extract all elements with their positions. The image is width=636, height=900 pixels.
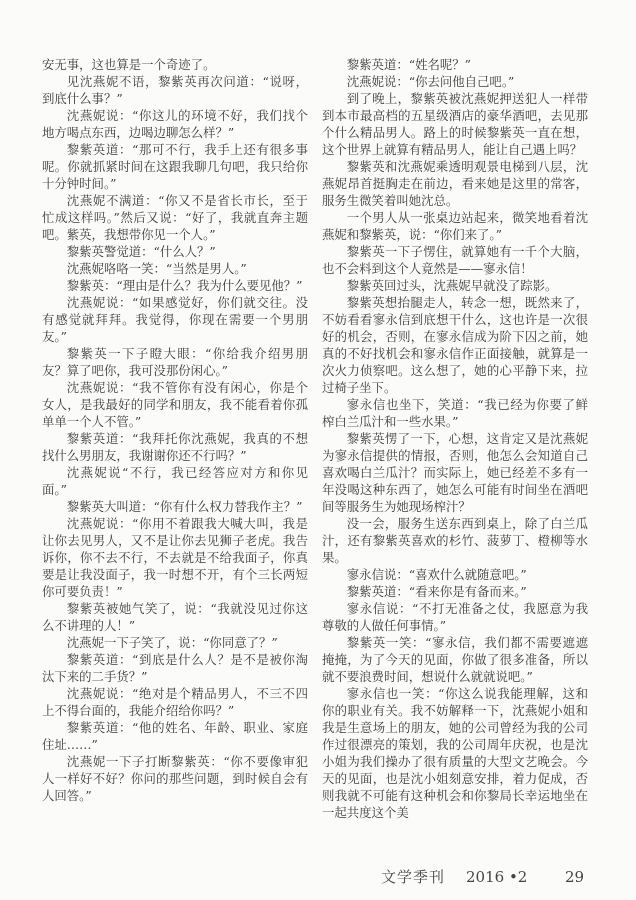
paragraph: 到了晚上，黎紫英被沈燕妮押送犯人一样带到本市最高档的五星级酒店的豪华酒吧，去见那个什么精品男人。路上的时候黎紫英一直在想，这个世界上就算有精品男人，能让自己遇上吗？ — [322, 91, 588, 157]
paragraph: 黎紫英想抬腿走人，转念一想，既然来了，不妨看看寥永信到底想干什么，这也许是一次很好的机会，否则，在寥永信成为阶下囚之前，她真的不好找机会和寥永信作正面接触，就算是一次火力侦察吧。这么想了，她的心平静下来，拉过椅子坐下。 — [322, 295, 588, 395]
paragraph: 沈燕妮说：“你这儿的环境不好，我们找个地方喝点东西，边喝边聊怎么样？” — [42, 108, 308, 140]
paragraph: 寥永信说：“喜欢什么就随意吧。” — [346, 567, 527, 582]
paragraph: 寥永信说：“不打无准备之仗，我愿意为我尊敬的人做任何事情。” — [322, 601, 588, 633]
paragraph: 黎紫英：“理由是什么？我为什么要见他？” — [66, 278, 303, 293]
paragraph: 黎紫英一笑：“寥永信，我们都不需要遮遮掩掩，为了今天的见面，你做了很多准备，所以就不要浪费时间，想说什么就就说吧。” — [322, 635, 588, 684]
paragraph: 黎紫英愣了一下，心想，这肯定又是沈燕妮为寥永信提供的情报，否则，他怎么会知道自己喜欢喝白兰瓜汁？而实际上，她已经差不多有一年没喝这种东西了，她怎么可能有时间坐在酒吧间等服务生为她现场榨汁？ — [322, 431, 588, 514]
paragraph: 沈燕妮说：“你用不着跟我大喊大叫，我是让你去见男人，又不是让你去见狮子老虎。我告诉你，你不去不行，不去就是不给我面子，你真要是让我没面子，我一时想不开，有个三长两短你可要负责！” — [42, 516, 308, 599]
paragraph: 黎紫英大叫道：“你有什么权力替我作主？” — [66, 499, 303, 514]
paragraph: 沈燕妮说：“你去问他自己吧。” — [346, 74, 515, 89]
paragraph: 安无事，这也算是一个奇迹了。 — [42, 57, 216, 72]
paragraph: 黎紫英道：“到底是什么人？是不是被你淘汰下来的二手货？” — [42, 652, 308, 684]
paragraph: 一个男人从一张桌边站起来，微笑地看着沈燕妮和黎紫英，说：“你们来了。” — [322, 210, 588, 242]
paragraph: 黎紫英和沈燕妮乘透明观景电梯到八层，沈燕妮昂首挺胸走在前边，看来她是这里的常客，服务生微笑着叫她沈总。 — [322, 159, 588, 208]
left-text-column — [42, 56, 308, 804]
paragraph: 见沈燕妮不语，黎紫英再次问道：“说呀，到底什么事？” — [42, 74, 308, 106]
issue-number: 2016 •2 — [466, 868, 528, 886]
paragraph: 黎紫英回过头，沈燕妮早就没了踪影。 — [346, 278, 558, 293]
paragraph: 寥永信也坐下，笑道：“我已经为你要了鲜榨白兰瓜汁和一些水果。” — [322, 397, 588, 429]
paragraph: 沈燕妮一下子打断黎紫英：“你不要像审犯人一样好不好？你问的那些问题，到时候自会有人回答。” — [42, 754, 308, 803]
paragraph: 黎紫英被她气笑了，说：“我就没见过你这么不讲理的人！” — [42, 601, 308, 633]
paragraph: 黎紫英一下子瞪大眼：“你给我介绍男朋友？算了吧你，我可没那份闲心。” — [42, 346, 308, 378]
paragraph: 沈燕妮说：“如果感觉好，你们就交往。没有感觉就拜拜。我觉得，你现在需要一个男朋友。” — [42, 295, 308, 344]
paragraph: 黎紫英警觉道：“什么人？” — [66, 244, 216, 259]
paragraph: 黎紫英道：“那可不行，我手上还有很多事呢。你就抓紧时间在这跟我聊几句吧，我只给你十分钟时间。” — [42, 142, 308, 191]
paragraph: 沈燕妮说“不行，我已经答应对方和你见面。” — [42, 465, 308, 497]
paragraph: 黎紫英一下子愣住，就算她有一千个大脑，也不会料到这个人竟然是——寥永信！ — [322, 244, 588, 276]
paragraph: 沈燕妮一下子笑了，说：“你同意了？” — [66, 635, 278, 650]
paragraph: 寥永信也一笑：“你这么说我能理解，这和你的职业有关。我不妨解释一下，沈燕妮小姐和我是生意场上的朋友，她的公司曾经为我的公司作过很漂亮的策划，我的公司周年庆祝，也是沈小姐为我们操办了很有质量的大型文艺晚会。今天的见面，也是沈小姐刻意安排，着力促成，否则我就不可能有这种机会和你黎局长幸运地坐在一起共度这个美 — [322, 686, 588, 820]
page-number: 29 — [565, 868, 585, 886]
paragraph: 黎紫英道：“看来你是有备而来。” — [346, 584, 527, 599]
paragraph: 沈燕妮不满道：“你又不是省长市长，至于忙成这样吗。”然后又说：“好了，我就直奔主题吧。紫英，我想带你见一个人。” — [42, 193, 308, 242]
right-text-column — [322, 56, 588, 821]
paragraph: 沈燕妮说：“我不管你有没有闲心，你是个女人，是我最好的同学和朋友，我不能看着你孤单单一个人不管。” — [42, 380, 308, 429]
paragraph: 沈燕妮咯咯一笑：“当然是男人。” — [66, 261, 247, 276]
paragraph: 没一会，服务生送东西到桌上，除了白兰瓜汁，还有黎紫英喜欢的杉竹、菠萝丁、橙柳等水果。 — [322, 516, 588, 565]
magazine-title: 文学季刊 — [381, 868, 446, 886]
paragraph: 黎紫英道：“他的姓名、年龄、职业、家庭住址……” — [42, 720, 308, 752]
paragraph: 沈燕妮说：“绝对是个精品男人，不三不四上不得台面的，我能介绍给你吗？” — [42, 686, 308, 718]
paragraph: 黎紫英道：“我拜托你沈燕妮，我真的不想找什么男朋友，我谢谢你还不行吗？” — [42, 431, 308, 463]
paragraph: 黎紫英道：“姓名呢？” — [346, 57, 471, 72]
